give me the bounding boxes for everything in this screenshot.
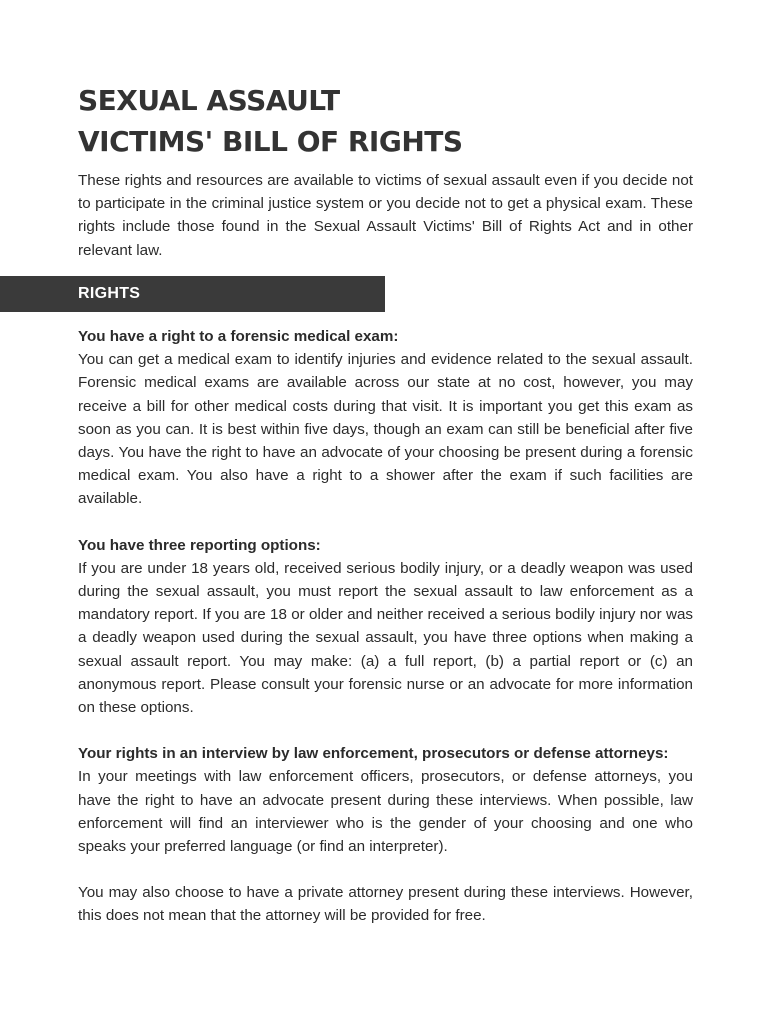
page-title [78,80,463,162]
right-heading: You have a right to a forensic medical exam: [78,328,399,345]
right-block-reporting-options [78,534,693,720]
right-paragraph: If you are under 18 years old, received serious bodily injury, or a deadly weapon was used during the sexual assault, you must report the sexual assault to law enforcement as a mandatory report. If you are 18 or older and neither received a serious bodily injury nor was a deadly weapon used during the sexual assault, you have three options when making a sexual assault report. You may make: (a) a full report, (b) a partial report or (c) an anonymous report. Please consult your forensic nurse or an advocate for more information on these options. [78,559,693,717]
intro-paragraph: These rights and resources are available to victims of sexual assault even if you decide not to participate in the criminal justice system or you decide not to get a physical exam. These rights include those found in the Sexual Assault Victims' Bill of Rights Act and in other relevant law. [78,172,693,259]
rights-content [78,325,693,951]
section-header-label: RIGHTS [78,285,141,302]
page-title-line-1: SEXUAL ASSAULT [78,84,340,117]
right-block-interview-rights [78,742,693,927]
page-title-line-2: VICTIMS' BILL OF RIGHTS [78,125,463,158]
right-heading: Your rights in an interview by law enforcement, prosecutors or defense attorneys: [78,745,669,763]
right-block-forensic-exam [78,325,693,511]
right-paragraph: You can get a medical exam to identify injuries and evidence related to the sexual assault. Forensic medical exams are available across our state at no cost, however, you may receive a bill for other medical costs during that visit. It is important you get this exam as soon as you can. It is best within five days, though an exam can still be beneficial after five days. You have the right to have an advocate of your choosing be present during a forensic medical exam. You also have a right to a shower after the exam if such facilities are available. [78,351,693,508]
right-paragraph: In your meetings with law enforcement officers, prosecutors, or defense attorneys, you have the right to have an advocate present during these interviews. When possible, law enforcement will find an interviewer who is the gender of your choosing and one who speaks your preferred language (or find an interpreter). [78,768,693,856]
right-heading: You have three reporting options: [78,536,321,554]
right-paragraph: You may also choose to have a private attorney present during these interviews. However, this does not mean that the attorney will be provided for free. [78,884,693,925]
section-header-bar [0,276,385,312]
